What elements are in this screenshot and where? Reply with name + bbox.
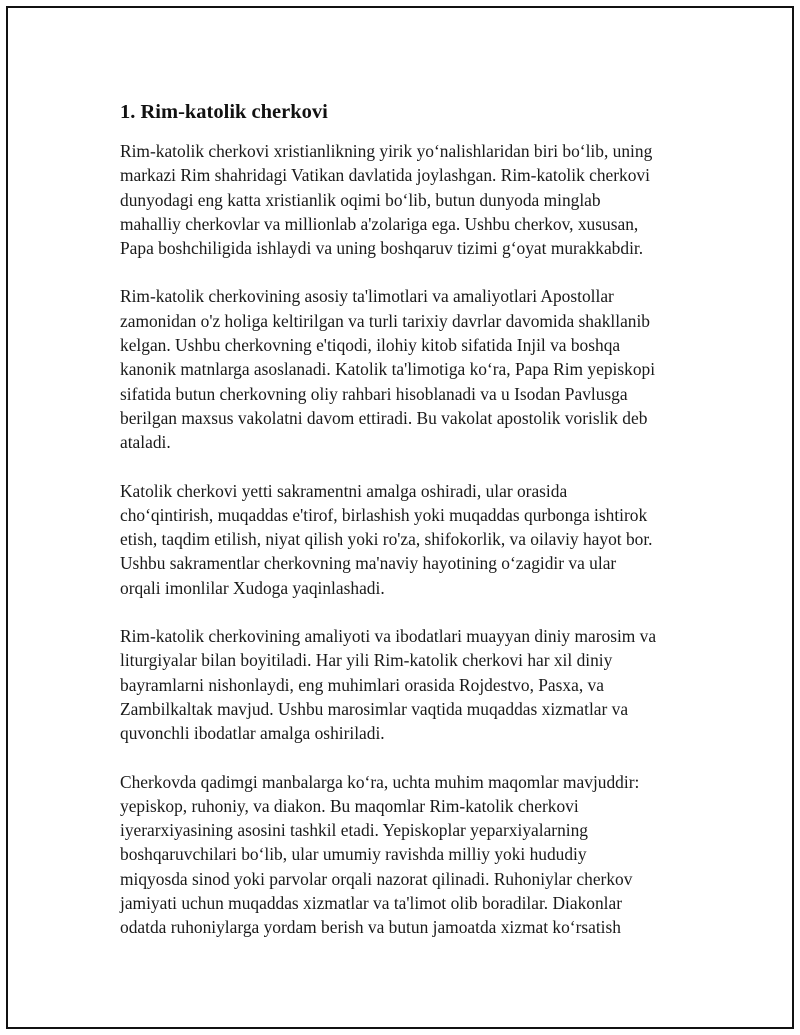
- paragraph-line: mahalliy cherkovlar va millionlab a'zolariga ega. Ushbu cherkov, xususan,: [120, 213, 639, 234]
- paragraph-line: Zambilkaltak mavjud. Ushbu marosimlar vaqtida muqaddas xizmatlar va: [120, 698, 629, 719]
- paragraph-line: orqali imonlilar Xudoga yaqinlashadi.: [120, 577, 385, 598]
- paragraph-line: Papa boshchiligida ishlaydi va uning boshqaruv tizimi g‘oyat murakkabdir.: [120, 238, 644, 259]
- paragraph-line: zamonidan o'z holiga keltirilgan va turli tarixiy davrlar davomida shakllanib: [120, 310, 651, 331]
- paragraph-3: [120, 479, 700, 600]
- paragraph-line: odatda ruhoniylarga yordam berish va butun jamoatda xizmat ko‘rsatish: [120, 917, 621, 938]
- paragraph-line: etish, taqdim etilish, niyat qilish yoki ro'za, shifokorlik, va oilaviy hayot bor.: [120, 529, 653, 550]
- paragraph-5: [120, 770, 700, 940]
- paragraph-line: sifatida butun cherkovning oliy rahbari hisoblanadi va u Isodan Pavlusga: [120, 383, 628, 404]
- paragraph-line: iyerarxiyasining asosini tashkil etadi. Yepiskoplar yeparxiyalarning: [120, 820, 589, 841]
- paragraph-line: Rim-katolik cherkovining amaliyoti va ibodatlari muayyan diniy marosim va: [120, 626, 657, 647]
- document-content: [120, 99, 700, 964]
- paragraph-1: [120, 139, 700, 260]
- paragraph-line: markazi Rim shahridagi Vatikan davlatida joylashgan. Rim-katolik cherkovi: [120, 165, 650, 186]
- section-heading: 1. Rim-katolik cherkovi: [120, 101, 328, 123]
- paragraph-line: cho‘qintirish, muqaddas e'tirof, birlashish yoki muqaddas qurbonga ishtirok: [120, 504, 648, 525]
- paragraph-line: berilgan maxsus vakolatni davom ettiradi. Bu vakolat apostolik vorislik deb: [120, 407, 648, 428]
- paragraph-2: [120, 284, 700, 454]
- paragraph-line: Ushbu sakramentlar cherkovning ma'naviy hayotining o‘zagidir va ular: [120, 553, 617, 574]
- paragraph-line: Rim-katolik cherkovi xristianlikning yirik yo‘nalishlaridan biri bo‘lib, uning: [120, 141, 653, 161]
- paragraph-line: Cherkovda qadimgi manbalarga ko‘ra, uchta muhim maqomlar mavjuddir:: [120, 771, 640, 792]
- paragraph-line: kanonik matnlarga asoslanadi. Katolik ta'limotiga ko‘ra, Papa Rim yepiskopi: [120, 359, 656, 380]
- paragraph-line: yepiskop, ruhoniy, va diakon. Bu maqomlar Rim-katolik cherkovi: [120, 795, 579, 816]
- paragraph-line: bayramlarni nishonlaydi, eng muhimlari orasida Rojdestvo, Pasxa, va: [120, 674, 604, 695]
- paragraph-line: ataladi.: [120, 432, 171, 453]
- document-page: [6, 6, 794, 1029]
- paragraph-line: boshqaruvchilari bo‘lib, ular umumiy ravishda milliy yoki hududiy: [120, 844, 587, 865]
- paragraph-line: jamiyati uchun muqaddas xizmatlar va ta'limot olib boradilar. Diakonlar: [120, 893, 623, 914]
- paragraph-line: miqyosda sinod yoki parvolar orqali nazorat qilinadi. Ruhoniylar cherkov: [120, 868, 633, 889]
- paragraph-line: kelgan. Ushbu cherkovning e'tiqodi, ilohiy kitob sifatida Injil va boshqa: [120, 335, 621, 356]
- paragraph-line: liturgiyalar bilan boyitiladi. Har yili Rim-katolik cherkovi har xil diniy: [120, 650, 613, 671]
- paragraph-line: Katolik cherkovi yetti sakramentni amalga oshiradi, ular orasida: [120, 480, 568, 501]
- paragraph-4: [120, 624, 700, 745]
- paragraph-line: dunyodagi eng katta xristianlik oqimi bo‘lib, butun dunyoda minglab: [120, 189, 601, 210]
- paragraph-line: quvonchli ibodatlar amalga oshiriladi.: [120, 723, 385, 744]
- paragraph-line: Rim-katolik cherkovining asosiy ta'limotlari va amaliyotlari Apostollar: [120, 286, 614, 307]
